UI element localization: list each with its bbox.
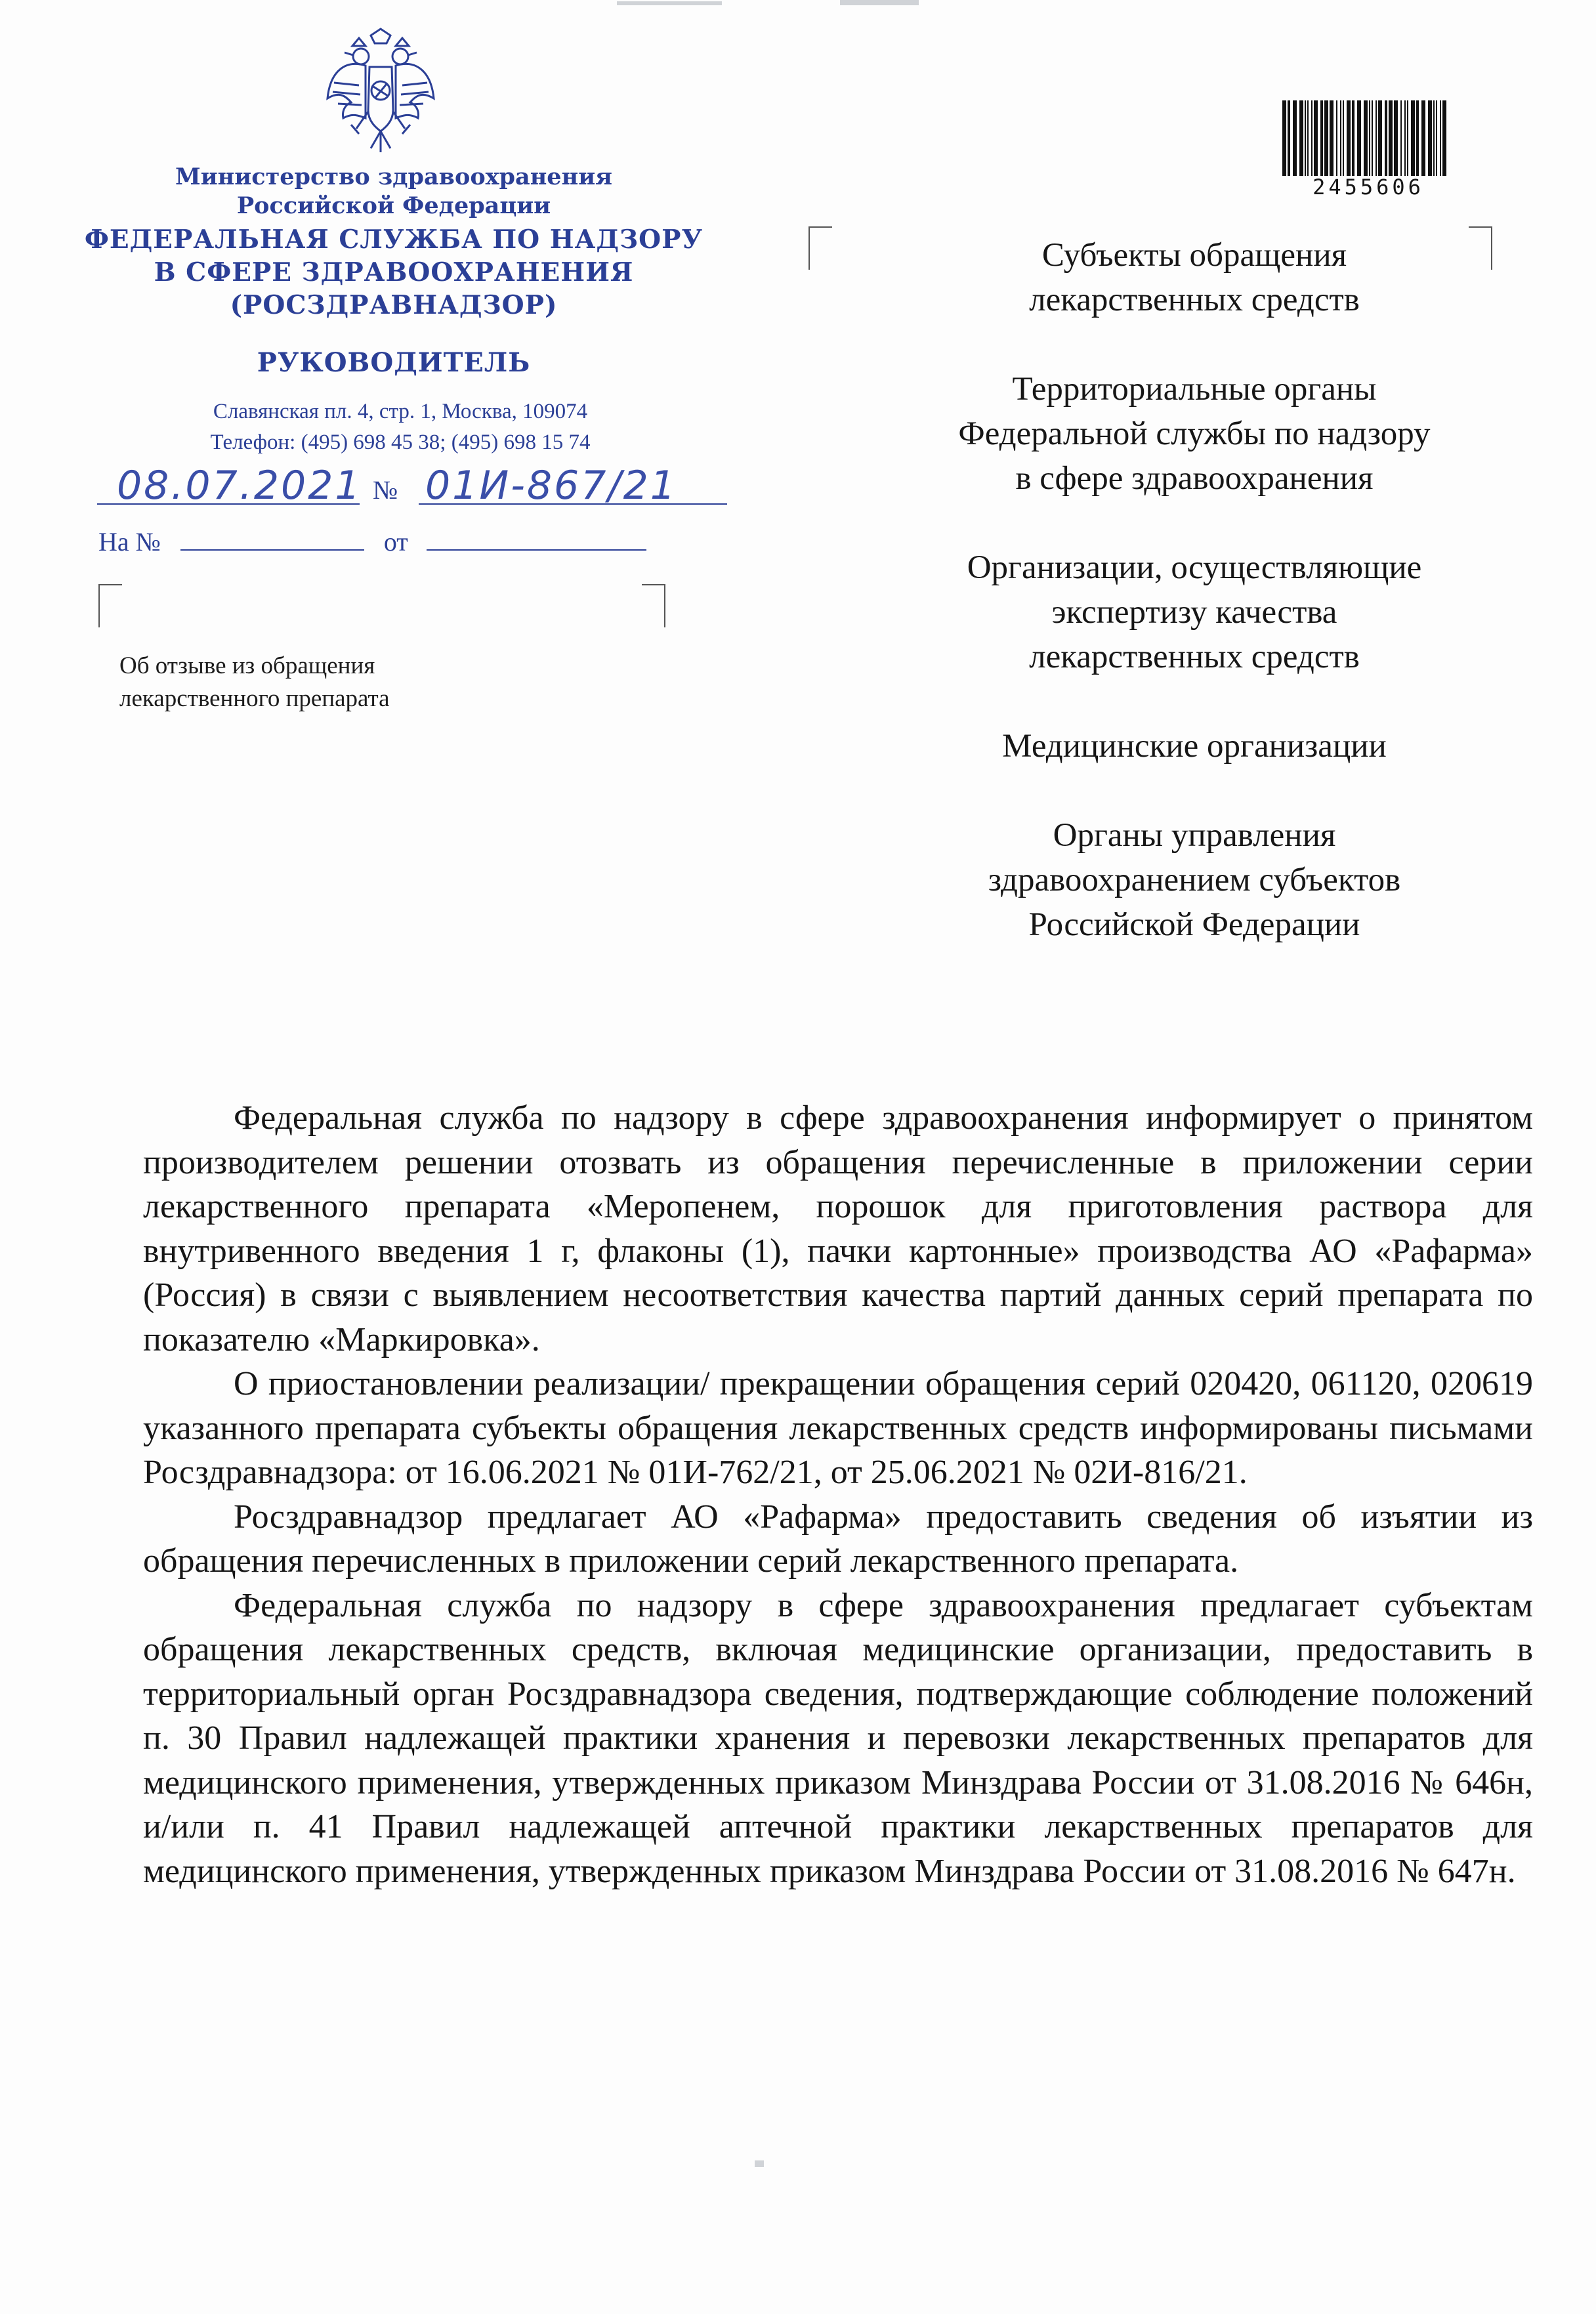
subject-line-2: лекарственного препарата: [119, 685, 390, 712]
barcode-bar: [1340, 100, 1341, 176]
barcode-bar: [1421, 100, 1425, 176]
service-name: [66, 223, 722, 322]
service-line-2: В СФЕРЕ ЗДРАВООХРАНЕНИЯ: [154, 257, 634, 287]
number-label: №: [373, 475, 398, 505]
recipient-line: экспертизу качества: [1051, 594, 1337, 631]
barcode-bar: [1428, 100, 1432, 176]
barcode-bar: [1311, 100, 1312, 176]
recipient: [906, 233, 1483, 322]
registration-row: [97, 463, 747, 515]
recipient-line: Федеральной службы по надзору: [958, 415, 1431, 452]
registration-number: 01И-867/21: [425, 463, 677, 509]
barcode-bar: [1343, 100, 1344, 176]
position-title: РУКОВОДИТЕЛЬ: [257, 347, 531, 378]
recipient-line: Медицинские организации: [1002, 728, 1387, 765]
recipient-line: Территориальные органы: [1012, 371, 1377, 408]
barcode-bar: [1411, 100, 1415, 176]
reply-number-label: На №: [98, 527, 161, 557]
barcode-bar: [1364, 100, 1368, 176]
ministry-line-1: Министерство здравоохранения: [175, 163, 613, 190]
barcode-bar: [1436, 100, 1437, 176]
body-paragraph: Росздравнадзор предлагает АО «Рафарма» предоставить сведения об изъятии из обращения перечисленных в приложении серий лекарственного препарата.: [143, 1498, 1533, 1580]
recipient-line: Организации, осуществляющие: [967, 549, 1422, 586]
barcode-bar: [1330, 100, 1334, 176]
barcode-bar: [1305, 100, 1306, 176]
address-line: Славянская пл. 4, стр. 1, Москва, 109074: [213, 400, 588, 423]
recipients-block: [906, 233, 1483, 992]
barcode-bar: [1369, 100, 1370, 176]
barcode-bar: [1376, 100, 1377, 176]
scan-artifact: [840, 0, 919, 5]
corner-mark: [98, 584, 122, 627]
ministry-name: [66, 163, 722, 221]
scan-artifact: [755, 2160, 764, 2167]
corner-mark: [642, 584, 665, 627]
reply-number-blank: [180, 527, 364, 551]
ministry-line-2: Российской Федерации: [236, 192, 551, 219]
letterhead-address: [105, 396, 696, 458]
barcode-bar: [1372, 100, 1373, 176]
registration-date: 08.07.2021: [117, 463, 362, 509]
phone-line: Телефон: (495) 698 45 38; (495) 698 15 74: [210, 431, 591, 454]
barcode-bar: [1400, 100, 1402, 176]
service-line-3: (РОСЗДРАВНАДЗОР): [230, 290, 558, 320]
recipient-line: здравоохранением субъектов: [988, 862, 1401, 898]
barcode-bar: [1394, 100, 1398, 176]
scan-artifact: [617, 1, 722, 5]
subject-line-1: Об отзыве из обращения: [119, 652, 375, 679]
barcode-bar: [1352, 100, 1354, 176]
barcode-bar: [1385, 100, 1387, 176]
coat-of-arms-emblem: [318, 26, 443, 158]
barcode-bar: [1336, 100, 1337, 176]
barcode-bar: [1404, 100, 1406, 176]
body-paragraph: О приостановлении реализации/ прекращении обращения серий 020420, 061120, 020619 указанного препарата субъекты обращения лекарственных средств информированы письмами Росздравнадзора: от 16.06.2021 № 01И-762/21, от 25.06.2021 № 02И-816/21.: [143, 1365, 1533, 1491]
recipient: [906, 545, 1483, 679]
letter-subject: [119, 650, 390, 715]
recipient: [906, 367, 1483, 501]
reply-date-blank: [427, 527, 646, 551]
service-line-1: ФЕДЕРАЛЬНАЯ СЛУЖБА ПО НАДЗОРУ: [84, 224, 704, 255]
barcode-bar: [1293, 100, 1297, 176]
barcode-bar: [1282, 100, 1286, 176]
reply-from-label: от: [383, 527, 408, 557]
barcode-bar: [1440, 100, 1441, 176]
barcode-bar: [1320, 100, 1323, 176]
recipient: [906, 724, 1483, 768]
corner-mark: [808, 226, 832, 270]
barcode-bar: [1347, 100, 1351, 176]
barcode-bar: [1314, 100, 1318, 176]
barcode-bar: [1288, 100, 1290, 176]
recipient-line: лекарственных средств: [1029, 639, 1360, 675]
reply-reference-row: [98, 526, 646, 557]
barcode-bar: [1407, 100, 1408, 176]
recipient-line: Органы управления: [1053, 817, 1336, 854]
barcode-bar: [1378, 100, 1382, 176]
barcode-bar: [1442, 100, 1446, 176]
barcode-bar: [1416, 100, 1419, 176]
body-paragraph: Федеральная служба по надзору в сфере здравоохранения предлагает субъектам обращения лекарственных средств, включая медицинские организации, предоставить в территориальный орган Росздравнадзора сведения, подтверждающие соблюдение положений п. 30 Правил надлежащей практики хранения и перевозки лекарственных препаратов для медицинского применения, утвержденных приказом Минздрава России от 31.08.2016 № 646н, и/или п. 41 Правил надлежащей аптечной практики лекарственных препаратов для медицинского применения, утвержденных приказом Минздрава России от 31.08.2016 № 647н.: [143, 1586, 1533, 1890]
recipient-line: в сфере здравоохранения: [1015, 460, 1374, 497]
barcode-bar: [1307, 100, 1309, 176]
recipient: [906, 813, 1483, 947]
barcode-bar: [1357, 100, 1361, 176]
barcode-bar: [1389, 100, 1393, 176]
barcode-bar: [1324, 100, 1328, 176]
recipient-line: Субъекты обращения: [1041, 237, 1347, 274]
letter-body: [143, 1096, 1533, 1893]
recipient-line: лекарственных средств: [1029, 282, 1360, 318]
recipient-line: Российской Федерации: [1028, 906, 1360, 943]
barcode-bar: [1299, 100, 1303, 176]
barcode-number: 2455606: [1312, 175, 1424, 200]
barcode-bar: [1433, 100, 1435, 176]
body-paragraph: Федеральная служба по надзору в сфере здравоохранения информирует о принятом производителем решении отозвать из обращения перечисленные в приложении серии лекарственного препарата «Меропенем, порошок для приготовления раствора для внутривенного введения 1 г, флаконы (1), пачки картонные» производства АО «Рафарма» (Россия) в связи с выявлением несоответствия качества партий данных серий препарата по показателю «Маркировка».: [143, 1099, 1533, 1358]
